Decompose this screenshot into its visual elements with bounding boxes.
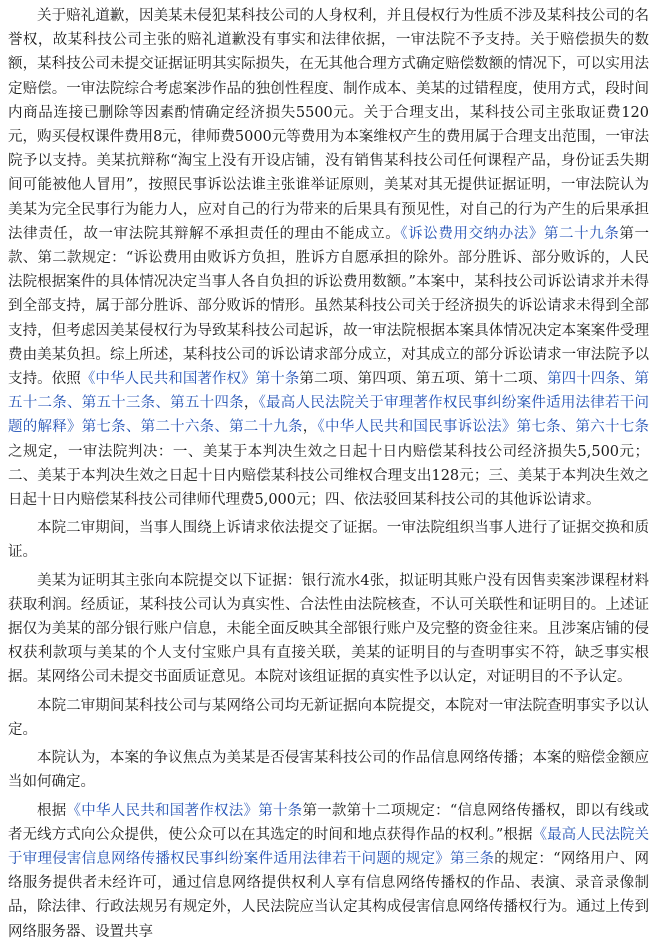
law-reference-link[interactable]: 《最高人民法院关于审理侵害信息网络传播权民事纠纷案件适用法律若干问题的规定》第三条 bbox=[8, 826, 649, 867]
paragraph bbox=[8, 799, 649, 944]
law-reference-link[interactable]: 《诉讼费用交纳办法》第二十九条 bbox=[400, 225, 620, 242]
paragraph-text: 本院二审期间，当事人围绕上诉请求依法提交了证据。一审法院组织当事人进行了证据交换和质证。 bbox=[8, 520, 649, 561]
paragraph-text: ， bbox=[302, 419, 318, 436]
law-reference-link[interactable]: 《中华人民共和国著作权》第十条 bbox=[80, 371, 300, 388]
paragraph-text: 本院认为，本案的争议焦点为美某是否侵害某科技公司的作品信息网络传播；本案的赔偿金额应当如何确定。 bbox=[8, 750, 649, 791]
paragraph bbox=[8, 569, 649, 690]
paragraph-text: ， bbox=[243, 395, 259, 412]
paragraph-text: 之规定，一审法院判决：一、美某于本判决生效之日起十日内赔偿某科技公司经济损失5,500元；二、美某于本判决生效之日起十日内赔偿某科技公司维权合理支出128元；三、美某于本判决生效之日起十日内赔偿某科技公司律师代理费5,000元；四、依法驳回某科技公司的其他诉讼请求。 bbox=[8, 443, 649, 509]
law-reference-link[interactable]: 《最高人民法院关于审理著作权民事纠纷案件适用法律若干问题的解释》第七条、第二十六条、第二十九条 bbox=[8, 395, 650, 436]
paragraph-text: 本院二审期间某科技公司与某网络公司均无新证据向本院提交，本院对一审法院查明事实予以认定。 bbox=[8, 697, 649, 738]
paragraph bbox=[8, 746, 649, 794]
law-reference-link[interactable]: 第四十四条、第五十二条、第五十三条、第五十四条 bbox=[8, 371, 650, 412]
law-reference-link[interactable]: 《中华人民共和国著作权法》第十条 bbox=[66, 802, 303, 819]
paragraph bbox=[8, 516, 649, 564]
paragraph-text: 美某为证明其主张向本院提交以下证据：银行流水4张，拟证明其账户没有因售卖案涉课程材料获取利润。经质证，某科技公司认为真实性、合法性由法院核查，不认可关联性和证明目的。上述证据仅为美某的部分银行账户信息，未能全面反映其全部银行账户及完整的资金往来。且涉案店铺的侵权获利款项与美某的个人支付宝账户具有直接关联，美某的证明目的与查明事实不符，缺乏事实根据。某网络公司未提交书面质证意见。本院对该组证据的真实性予以认定，对证明目的不予认定。 bbox=[8, 572, 649, 686]
law-reference-link[interactable]: 《中华人民共和国民事诉讼法》第七条、第六十七条 bbox=[317, 419, 650, 436]
paragraph-text: 的规定：“网络用户、网络服务提供者未经许可，通过信息网络提供权利人享有信息网络传播权的作品、表演、录音录像制品，除法律、行政法规另有规定外，人民法院应当认定其构成侵害信息网络传播权行为。通过上传到网络服务器、设置共享 bbox=[8, 850, 649, 940]
paragraph-text: 根据 bbox=[37, 802, 67, 819]
paragraph bbox=[8, 4, 649, 512]
paragraph bbox=[8, 694, 649, 742]
paragraph-text: 第一款第十二项规定：“信息网络传播权，即以有线或者无线方式向公众提供，使公众可以在其选定的时间和地点获得作品的权利。”根据 bbox=[8, 802, 650, 843]
paragraph-text: 第二项、第四项、第五项、第十二项、 bbox=[299, 371, 548, 388]
paragraph-text: 第一款、第二款规定：“诉讼费用由败诉方负担，胜诉方自愿承担的除外。部分胜诉、部分败诉的，人民法院根据案件的具体情况决定当事人各自负担的诉讼费用数额。”本案中，某科技公司诉讼请求并未得到全部支持，属于部分胜诉、部分败诉的情形。虽然某科技公司关于经济损失的诉讼请求未得到全部支持，但考虑因美某侵权行为导致某科技公司起诉，故一审法院根据本案具体情况决定本案案件受理费由美某负担。综上所述，某科技公司的诉讼请求部分成立，对其成立的部分诉讼请求一审法院予以支持。依照 bbox=[8, 225, 650, 388]
paragraph-text: 关于赔礼道歉，因美某未侵犯某科技公司的人身权利，并且侵权行为性质不涉及某科技公司的名誉权，故某科技公司主张的赔礼道歉没有事实和法律依据，一审法院不予支持。关于赔偿损失的数额，某科技公司未提交证据证明其实际损失，在无其他合理方式确定赔偿数额的情况下，可以实用法定赔偿。一审法院综合考虑案涉作品的独创性程度、制作成本、美某的过错程度，使用方式，段时间内商品连接已删除等因素酌情确定经济损失5500元。关于合理支出，某科技公司主张取证费120元，购买侵权课件费用8元，律师费5000元等费用为本案维权产生的费用属于合理支出范围，一审法院予以支持。美某抗辩称“淘宝上没有开设店铺，没有销售某科技公司任何课程产品，身份证丢失期间可能被他人冒用”，按照民事诉讼法谁主张谁举证原则，美某对其无提供证据证明，一审法院认为美某为完全民事行为能力人，应对自己的行为带来的后果具有预见性，对自己的行为产生的后果承担法律责任，故一审法院其辩解不承担责任的理由不能成立。 bbox=[8, 8, 649, 242]
